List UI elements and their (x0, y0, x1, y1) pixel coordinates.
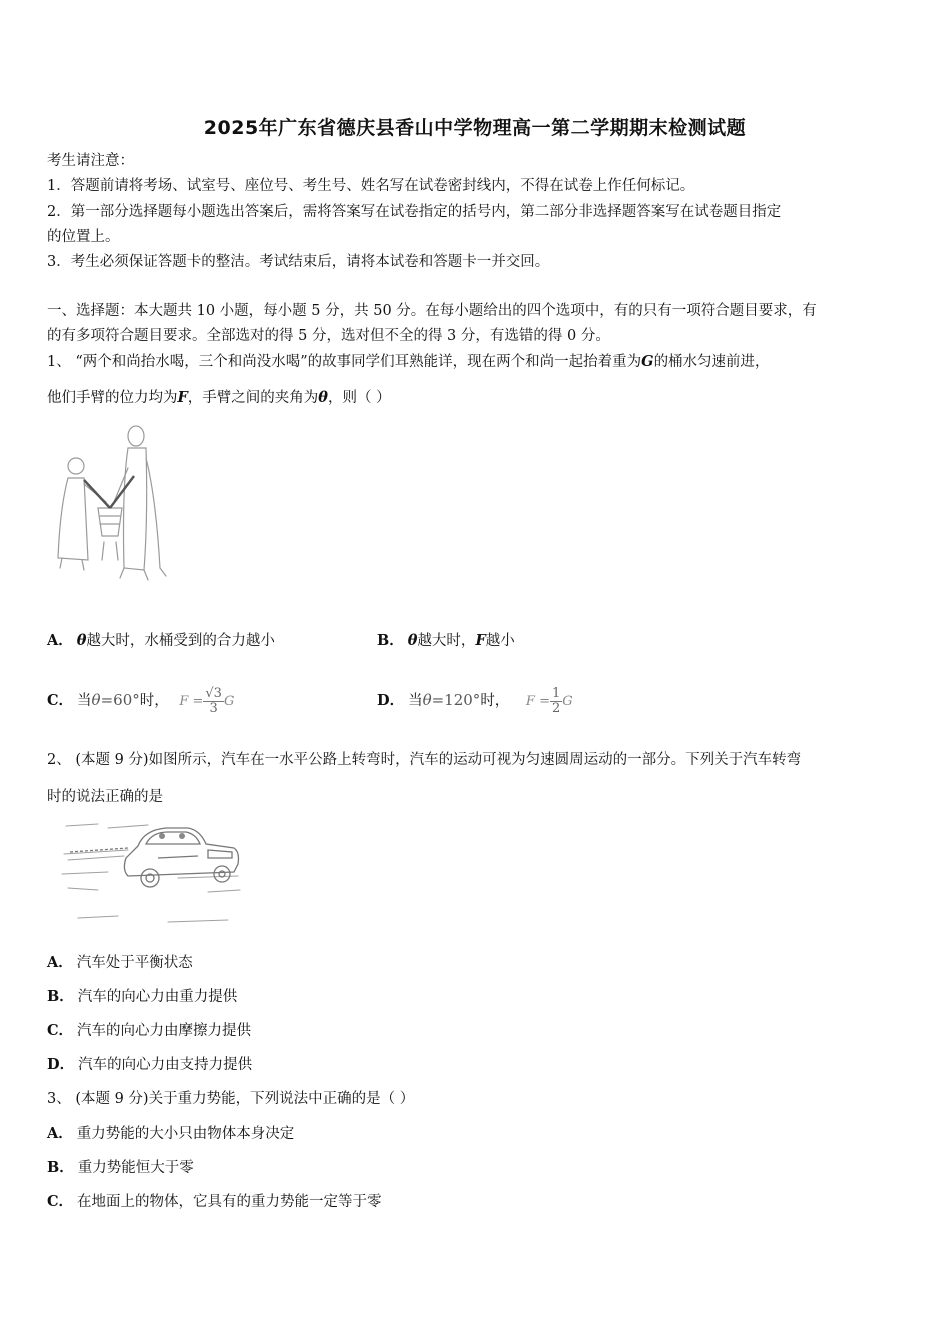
notice-item-1: 1．答题前请将考场、试室号、座位号、考生号、姓名写在试卷密封线内，不得在试卷上作任何标记。 (47, 178, 695, 194)
car-turning-figure (58, 818, 248, 936)
q1-option-d-pre: 当 (408, 693, 423, 709)
q2-option-c-text: 汽车的向心力由摩擦力提供 (77, 1023, 252, 1039)
notice-heading: 考生请注意： (47, 153, 134, 169)
q1-option-c-theta: θ (91, 691, 101, 709)
q1-stem-text-c: 他们手臂的位力均为 (47, 390, 178, 406)
q1-option-d-den: 2 (551, 700, 561, 716)
q1-option-a-label: A． (47, 632, 73, 649)
q3-option-c-label: C． (47, 1193, 74, 1210)
q1-option-c-den: 3 (209, 700, 218, 716)
q1-option-d-theta: θ (422, 691, 432, 709)
q3-option-a-text: 重力势能的大小只由物体本身决定 (76, 1126, 295, 1142)
q1-option-d[interactable] (377, 680, 573, 722)
q1-option-b-text: 越大时， (417, 633, 476, 649)
q2-option-a[interactable] (47, 953, 193, 973)
q2-option-a-label: A． (47, 954, 73, 971)
q1-option-a[interactable] (47, 631, 275, 651)
q2-option-c[interactable] (47, 1021, 251, 1041)
q1-option-d-f: F = (525, 694, 550, 709)
q3-option-c-text: 在地面上的物体，它具有的重力势能一定等于零 (77, 1194, 382, 1210)
section-intro-line-2: 的有多项符合题目要求。全部选对的得 5 分，选对但不全的得 3 分，有选错的得 0 分。 (47, 328, 610, 344)
q3-option-b-text: 重力势能恒大于零 (77, 1160, 194, 1176)
notice-item-2-cont: 的位置上。 (47, 229, 120, 245)
q2-option-b[interactable] (47, 987, 237, 1007)
monks-carrying-bucket-figure (48, 418, 178, 590)
q2-option-d[interactable] (47, 1055, 252, 1075)
q1-stem-text-e: ，则（ ） (327, 390, 391, 406)
q1-option-c[interactable] (47, 680, 234, 722)
q1-option-c-f: F = (179, 694, 204, 709)
q3-stem-line-1: 3、 (本题 9 分)关于重力势能，下列说法中正确的是（ ） (47, 1091, 415, 1107)
q1-option-d-eq: =120° (431, 691, 481, 709)
q1-option-c-g: G (223, 694, 235, 709)
q1-option-c-eq: =60° (100, 691, 140, 709)
q1-option-d-fraction (550, 687, 562, 716)
q1-option-b-var: θ (407, 632, 418, 649)
q3-option-b[interactable] (47, 1158, 194, 1178)
q1-option-b-text2: 越小 (485, 633, 515, 649)
q2-option-a-text: 汽车处于平衡状态 (76, 955, 193, 971)
notice-item-3: 3．考生必须保证答题卡的整洁。考试结束后，请将本试卷和答题卡一并交回。 (47, 254, 550, 270)
q1-stem-line-1 (47, 352, 907, 372)
q2-stem-line-2: 时的说法正确的是 (47, 789, 163, 805)
q1-var-g: G (641, 353, 654, 370)
q1-option-c-num: √3 (205, 685, 222, 701)
q1-stem-line-2 (47, 388, 907, 408)
q1-stem-text-d: ，手臂之间的夹角为 (187, 390, 319, 406)
q1-var-theta: θ (318, 389, 328, 406)
q1-option-c-fraction (203, 687, 224, 716)
notice-item-2: 2．第一部分选择题每小题选出答案后，需将答案写在试卷指定的括号内，第二部分非选择题答案写在试卷题目指定 (47, 204, 782, 220)
q1-option-c-pre: 当 (77, 693, 92, 709)
q1-option-a-var: θ (76, 632, 87, 649)
q1-option-b-var2: F (475, 632, 486, 649)
q1-option-d-label: D． (377, 692, 405, 709)
q1-option-a-text: 越大时，水桶受到的合力越小 (86, 633, 275, 649)
page-title: 2025年广东省德庆县香山中学物理高一第二学期期末检测试题 (203, 117, 747, 139)
q2-option-c-label: C． (47, 1022, 74, 1039)
q2-option-d-label: D． (47, 1056, 75, 1073)
q1-var-f: F (177, 389, 188, 406)
q1-option-b[interactable] (377, 631, 515, 651)
q2-option-d-text: 汽车的向心力由支持力提供 (78, 1057, 253, 1073)
q1-option-d-num: 1 (551, 685, 561, 701)
q1-option-c-label: C． (47, 692, 74, 709)
q1-option-b-label: B． (377, 632, 404, 649)
q3-option-c[interactable] (47, 1192, 382, 1212)
q1-stem-text-b: 的桶水匀速前进， (653, 354, 770, 370)
q1-stem-text-a: 1、 “两个和尚抬水喝，三个和尚没水喝”的故事同学们耳熟能详，现在两个和尚一起抬着重为 (47, 354, 642, 370)
q1-option-d-post: 时， (480, 693, 510, 709)
q1-option-c-post: 时， (139, 693, 169, 709)
q1-option-d-g: G (562, 694, 573, 709)
q2-option-b-label: B． (47, 988, 74, 1005)
q3-option-a[interactable] (47, 1124, 294, 1144)
q2-option-b-text: 汽车的向心力由重力提供 (77, 989, 238, 1005)
q3-option-b-label: B． (47, 1159, 74, 1176)
q2-stem-line-1: 2、 (本题 9 分)如图所示，汽车在一水平公路上转弯时，汽车的运动可视为匀速圆周运动的一部分。下列关于汽车转弯 (47, 752, 802, 768)
section-intro-line-1: 一、选择题：本大题共 10 小题，每小题 5 分，共 50 分。在每小题给出的四个选项中，有的只有一项符合题目要求，有 (47, 303, 817, 319)
q3-option-a-label: A． (47, 1125, 73, 1142)
